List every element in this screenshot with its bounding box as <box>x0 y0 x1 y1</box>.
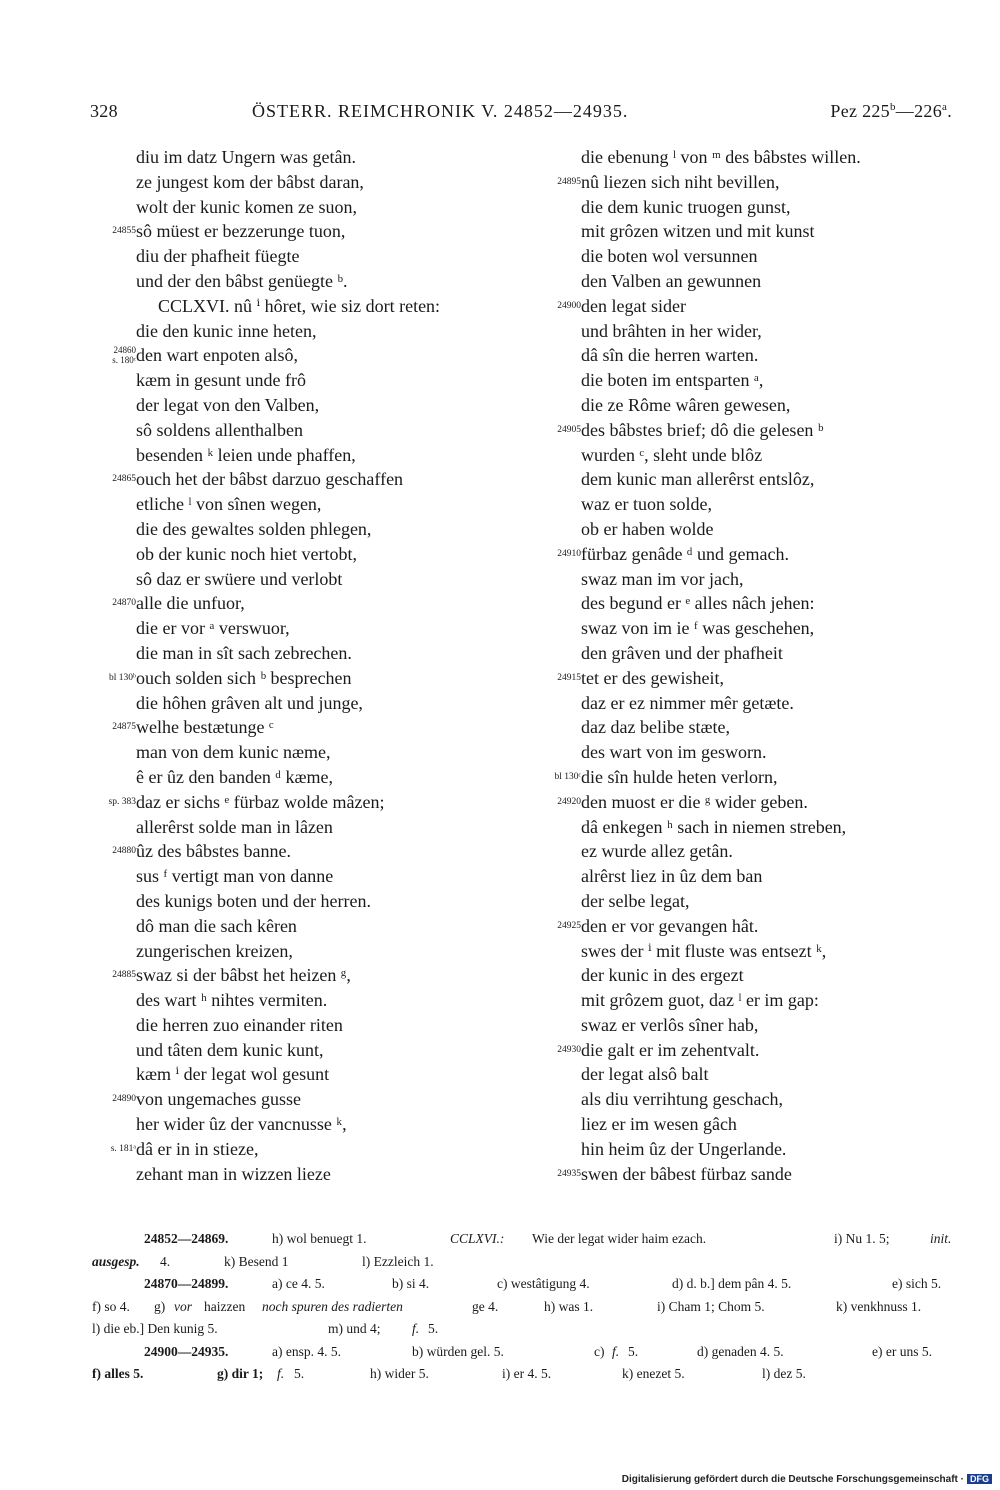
verse-line <box>80 1062 520 1087</box>
verse-line <box>80 170 520 195</box>
verse-line <box>525 542 970 567</box>
verse-line <box>80 418 520 443</box>
verse-text: den Valben an gewunnen <box>581 270 762 291</box>
note-line <box>92 1296 962 1319</box>
note-entry: e) sich 5. <box>892 1276 942 1291</box>
verse-line <box>525 914 970 939</box>
note-line <box>92 1228 962 1251</box>
verse-text: allerêrst solde man in lâzen <box>136 816 333 837</box>
line-number: bl 130ᵇ <box>109 672 136 683</box>
note-entry: e) er uns 5. <box>872 1343 932 1359</box>
line-number: bl 130ᶜ <box>554 771 581 782</box>
verse-text: mit grôzen witzen und mit kunst <box>581 221 815 242</box>
verse-line <box>80 1112 520 1137</box>
verse-text: swen der bâbest fürbaz sande <box>581 1163 792 1184</box>
verse-text: liez er im wesen gâch <box>581 1114 737 1135</box>
verse-line <box>80 467 520 492</box>
note-entry: Wie der legat wider haim ezach. <box>532 1231 707 1246</box>
note-entry: ausgesp. <box>92 1253 140 1269</box>
verse-text: den er vor gevangen hât. <box>581 915 759 936</box>
verse-line <box>80 666 520 691</box>
verse-text: ze jungest kom der bâbst daran, <box>136 171 364 192</box>
line-number: 24925 <box>557 920 581 931</box>
line-number: 24875 <box>112 722 136 733</box>
verse-text: hin heim ûz der Ungerlande. <box>581 1138 787 1159</box>
verse-text: die herren zuo einander riten <box>136 1014 343 1035</box>
verse-line <box>525 219 970 244</box>
verse-line <box>80 343 520 368</box>
verse-text: kæm ⁱ der legat wol gesunt <box>136 1064 330 1085</box>
note-entry: k) venkhnuss 1. <box>836 1298 922 1314</box>
verse-text: fürbaz genâde ᵈ und gemach. <box>581 543 790 564</box>
note-entry: 5. <box>294 1366 305 1381</box>
verse-text: ouch solden sich ᵇ besprechen <box>136 667 352 688</box>
verse-text: swes der ⁱ mit fluste was entsezt ᵏ, <box>581 940 827 961</box>
verse-text: ûz des bâbstes banne. <box>136 841 291 862</box>
verse-line <box>525 418 970 443</box>
verse-line <box>525 269 970 294</box>
verse-line <box>525 591 970 616</box>
note-entry: 4. <box>160 1253 171 1269</box>
verse-line <box>525 195 970 220</box>
verse-text: ouch het der bâbst darzuo geschaffen <box>136 469 404 490</box>
note-entry: 5. <box>628 1343 639 1359</box>
verse-line <box>80 889 520 914</box>
note-entry: i) Cham 1; Chom 5. <box>657 1298 765 1314</box>
verse-line <box>80 939 520 964</box>
note-entry: h) was 1. <box>544 1298 594 1314</box>
verse-line <box>525 467 970 492</box>
right-verse-column <box>525 145 970 1186</box>
verse-text: daz daz belibe stæte, <box>581 717 730 738</box>
verse-text: die sîn hulde heten verlorn, <box>581 766 778 787</box>
note-entry: m) und 4; <box>328 1321 381 1336</box>
note-entry: vor <box>174 1298 192 1314</box>
verse-text: dô man die sach kêren <box>136 915 297 936</box>
note-line <box>92 1318 962 1341</box>
verse-text: sus ᶠ vertigt man von danne <box>136 866 334 887</box>
note-entry: f. <box>612 1343 620 1359</box>
verse-text: swaz si der bâbst het heizen ᵍ, <box>136 965 351 986</box>
verse-text: dem kunic man allerêrst entslôz, <box>581 469 815 490</box>
verse-text: der selbe legat, <box>581 890 690 911</box>
note-entry: g) dir 1; <box>217 1366 264 1381</box>
verse-line <box>80 269 520 294</box>
verse-line <box>80 244 520 269</box>
note-entry: ge 4. <box>472 1298 499 1314</box>
verse-line <box>525 691 970 716</box>
verse-text: die hôhen grâven alt und junge, <box>136 692 363 713</box>
note-entry: l) die eb.] Den kunig 5. <box>92 1321 218 1336</box>
note-entry: 5. <box>428 1321 439 1336</box>
verse-line <box>525 715 970 740</box>
verse-line <box>525 170 970 195</box>
line-number: 24865 <box>112 474 136 485</box>
note-entry: a) ensp. 4. 5. <box>272 1343 341 1359</box>
verse-line <box>525 492 970 517</box>
note-line <box>92 1363 962 1386</box>
verse-text: den grâven und der phafheit <box>581 642 783 663</box>
note-entry: b) würden gel. 5. <box>412 1343 504 1359</box>
verse-text: dâ sîn die herren warten. <box>581 345 759 366</box>
verse-text: wolt der kunic komen ze suon, <box>136 196 357 217</box>
verse-line <box>80 815 520 840</box>
verse-line <box>525 839 970 864</box>
verse-line <box>80 914 520 939</box>
note-range: 24852—24869. <box>144 1231 229 1246</box>
verse-text: die des gewaltes solden phlegen, <box>136 518 372 539</box>
verse-line <box>525 864 970 889</box>
verse-line <box>525 616 970 641</box>
verse-line <box>80 1087 520 1112</box>
verse-text: waz er tuon solde, <box>581 494 712 515</box>
line-number: 24905 <box>557 424 581 435</box>
verse-text: und tâten dem kunic kunt, <box>136 1039 324 1060</box>
verse-line <box>80 393 520 418</box>
note-entry: d) d. b.] dem pân 4. 5. <box>672 1276 792 1291</box>
verse-text: die galt er im zehentvalt. <box>581 1039 760 1060</box>
verse-text: ê er ûz den banden ᵈ kæme, <box>136 766 334 787</box>
verse-line <box>525 567 970 592</box>
verse-line <box>80 195 520 220</box>
verse-text: und der den bâbst genüegte ᵇ. <box>136 270 348 291</box>
verse-line <box>525 963 970 988</box>
footer-credit <box>622 1474 992 1485</box>
line-number: s. 181ᵃ <box>110 1143 136 1154</box>
left-verse-column <box>80 145 520 1186</box>
verse-line <box>525 889 970 914</box>
verse-line <box>525 988 970 1013</box>
verse-text: des wart von im gesworn. <box>581 742 767 763</box>
verse-line <box>525 1112 970 1137</box>
dfg-logo: DFG <box>967 1474 992 1484</box>
note-entry: k) enezet 5. <box>622 1366 685 1381</box>
note-entry: noch spuren des radierten <box>262 1298 403 1314</box>
note-entry: f. <box>277 1366 285 1381</box>
verse-text: swaz von im ie ᶠ was geschehen, <box>581 618 815 639</box>
note-entry: f) alles 5. <box>92 1366 144 1381</box>
verse-text: sô soldens allenthalben <box>136 419 303 440</box>
verse-line <box>80 294 520 319</box>
verse-text: CCLXVI. nû ⁱ hôret, wie siz dort reten: <box>158 295 441 316</box>
verse-line <box>525 517 970 542</box>
verse-line <box>525 1087 970 1112</box>
verse-line <box>80 616 520 641</box>
verse-text: etliche ˡ von sînen wegen, <box>136 494 322 515</box>
line-number: sp. 383 <box>108 796 136 807</box>
note-entry: CCLXVI.: <box>450 1231 505 1246</box>
verse-line <box>525 641 970 666</box>
verse-line <box>80 1013 520 1038</box>
verse-text: swaz man im vor jach, <box>581 568 744 589</box>
verse-line <box>80 219 520 244</box>
line-number: 24880 <box>112 846 136 857</box>
footer-text: Digitalisierung gefördert durch die Deutsche Forschungsgemeinschaft · <box>621 1474 964 1485</box>
note-entry: d) genaden 4. 5. <box>697 1343 784 1359</box>
verse-line <box>525 294 970 319</box>
note-entry: init. <box>930 1231 952 1246</box>
verse-line <box>80 591 520 616</box>
note-entry: g) <box>154 1298 166 1314</box>
verse-text: tet er des gewisheit, <box>581 667 724 688</box>
verse-text: nû liezen sich niht bevillen, <box>581 171 780 192</box>
verse-text: der legat von den Valben, <box>136 394 320 415</box>
verse-text: die dem kunic truogen gunst, <box>581 196 791 217</box>
verse-line <box>80 691 520 716</box>
verse-line <box>80 988 520 1013</box>
verse-line <box>80 839 520 864</box>
line-number: 24935 <box>557 1168 581 1179</box>
verse-line <box>525 1013 970 1038</box>
verse-text: die boten wol versunnen <box>581 246 758 267</box>
note-entry: haizzen <box>204 1298 246 1314</box>
verse-line <box>80 368 520 393</box>
line-number: 24860 s. 180ᶜ <box>112 345 136 366</box>
verse-text: wurden ᶜ, sleht unde blôz <box>581 444 763 465</box>
page-number: 328 <box>90 101 118 121</box>
note-entry: k) Besend 1 <box>224 1253 289 1269</box>
verse-line <box>80 641 520 666</box>
note-entry: h) wider 5. <box>370 1366 429 1381</box>
verse-line <box>525 790 970 815</box>
verse-text: den muost er die ᵍ wider geben. <box>581 791 808 812</box>
line-number: 24920 <box>557 796 581 807</box>
verse-text: sô daz er swüere und verlobt <box>136 568 343 589</box>
verse-line <box>525 815 970 840</box>
verse-line <box>525 740 970 765</box>
verse-line <box>525 765 970 790</box>
note-entry: f. <box>412 1321 420 1336</box>
note-entry: f) so 4. <box>92 1298 130 1314</box>
verse-text: diu im datz Ungern was getân. <box>136 147 356 167</box>
pez-reference: Pez 225$^b$—226$^a$. <box>830 101 952 121</box>
verse-text: als diu verrihtung geschach, <box>581 1089 783 1110</box>
verse-text: dâ er in in stieze, <box>136 1138 259 1159</box>
verse-text: der kunic in des ergezt <box>581 965 744 986</box>
verse-line <box>525 244 970 269</box>
verse-text: und brâhten in her wider, <box>581 320 762 341</box>
note-entry: l) Ezzleich 1. <box>362 1253 434 1269</box>
verse-text: daz er ez nimmer mêr getæte. <box>581 692 794 713</box>
verse-line <box>525 1162 970 1187</box>
line-number: 24895 <box>557 176 581 187</box>
verse-line <box>80 715 520 740</box>
verse-line <box>80 790 520 815</box>
note-range: 24900—24935. <box>144 1343 229 1359</box>
line-number: 24870 <box>112 598 136 609</box>
verse-line <box>80 145 520 170</box>
verse-text: die boten im entsparten ᵃ, <box>581 370 764 391</box>
verse-text: diu der phafheit füegte <box>136 246 300 267</box>
apparatus-notes <box>92 1228 962 1386</box>
line-number: 24930 <box>557 1044 581 1055</box>
verse-text: die ebenung ˡ von ᵐ des bâbstes willen. <box>581 147 861 167</box>
verse-line <box>80 319 520 344</box>
verse-line <box>525 393 970 418</box>
verse-line <box>525 1137 970 1162</box>
verse-line <box>80 542 520 567</box>
note-entry: b) si 4. <box>392 1276 430 1291</box>
verse-text: man von dem kunic næme, <box>136 742 331 763</box>
verse-line <box>80 517 520 542</box>
verse-text: alle die unfuor, <box>136 593 245 614</box>
verse-text: von ungemaches gusse <box>136 1089 301 1110</box>
verse-line <box>80 740 520 765</box>
note-entry: i) Nu 1. 5; <box>834 1231 890 1246</box>
verse-line <box>525 368 970 393</box>
verse-text: alrêrst liez in ûz dem ban <box>581 866 763 887</box>
line-number: 24855 <box>112 226 136 237</box>
verse-line <box>80 1038 520 1063</box>
verse-text: ob der kunic noch hiet vertobt, <box>136 543 357 564</box>
verse-text: des wart ʰ nihtes vermiten. <box>136 990 328 1011</box>
verse-text: des kunigs boten und der herren. <box>136 890 371 911</box>
verse-line <box>525 1038 970 1063</box>
verse-line <box>525 319 970 344</box>
note-entry: a) ce 4. 5. <box>272 1276 325 1291</box>
verse-line <box>525 939 970 964</box>
note-line <box>92 1273 962 1296</box>
verse-line <box>80 1162 520 1187</box>
verse-line <box>80 864 520 889</box>
verse-line <box>525 666 970 691</box>
verse-text: besenden ᵏ leien unde phaffen, <box>136 444 356 465</box>
note-line <box>92 1251 962 1274</box>
verse-text: den wart enpoten alsô, <box>136 345 298 366</box>
verse-text: die ze Rôme wâren gewesen, <box>581 394 791 415</box>
note-entry: c) <box>594 1343 605 1359</box>
verse-text: her wider ûz der vancnusse ᵏ, <box>136 1114 347 1135</box>
verse-line <box>525 443 970 468</box>
verse-text: der legat alsô balt <box>581 1064 709 1085</box>
verse-text: ob er haben wolde <box>581 518 714 539</box>
verse-text: sô müest er bezzerunge tuon, <box>136 221 346 242</box>
verse-line <box>525 145 970 170</box>
verse-line <box>80 492 520 517</box>
verse-line <box>80 1137 520 1162</box>
verse-text: ez wurde allez getân. <box>581 841 733 862</box>
line-number: 24890 <box>112 1094 136 1105</box>
verse-text: kæm in gesunt unde frô <box>136 370 306 391</box>
line-number: 24915 <box>557 672 581 683</box>
running-title: ÖSTERR. REIMCHRONIK V. 24852—24935. <box>252 101 629 121</box>
verse-line <box>525 343 970 368</box>
verse-text: daz er sichs ᵉ fürbaz wolde mâzen; <box>136 791 385 812</box>
verse-text: die man in sît sach zebrechen. <box>136 642 352 663</box>
verse-text: zungerischen kreizen, <box>136 940 293 961</box>
verse-text: die er vor ᵃ verswuor, <box>136 618 290 639</box>
verse-line <box>80 443 520 468</box>
line-number: 24885 <box>112 970 136 981</box>
verse-text: swaz er verlôs sîner hab, <box>581 1014 759 1035</box>
verse-text: die den kunic inne heten, <box>136 320 317 341</box>
verse-text: des bâbstes brief; dô die gelesen ᵇ <box>581 419 824 440</box>
verse-text: welhe bestætunge ᶜ <box>136 717 274 738</box>
note-entry: h) wol benuegt 1. <box>272 1231 367 1246</box>
note-range: 24870—24899. <box>144 1276 229 1291</box>
verse-text: dâ enkegen ʰ sach in niemen streben, <box>581 816 847 837</box>
page-header <box>90 101 962 129</box>
note-entry: l) dez 5. <box>762 1366 806 1381</box>
verse-text: zehant man in wizzen lieze <box>136 1163 331 1184</box>
verse-text: den legat sider <box>581 295 686 316</box>
verse-line <box>80 765 520 790</box>
verse-line <box>80 963 520 988</box>
line-number: 24910 <box>557 548 581 559</box>
note-entry: i) er 4. 5. <box>502 1366 552 1381</box>
verse-text: mit grôzem guot, daz ˡ er im gap: <box>581 990 819 1011</box>
verse-text: des begund er ᵉ alles nâch jehen: <box>581 593 815 614</box>
note-line <box>92 1341 962 1364</box>
note-entry: c) westâtigung 4. <box>497 1276 590 1291</box>
line-number: 24900 <box>557 300 581 311</box>
verse-line <box>80 567 520 592</box>
verse-line <box>525 1062 970 1087</box>
